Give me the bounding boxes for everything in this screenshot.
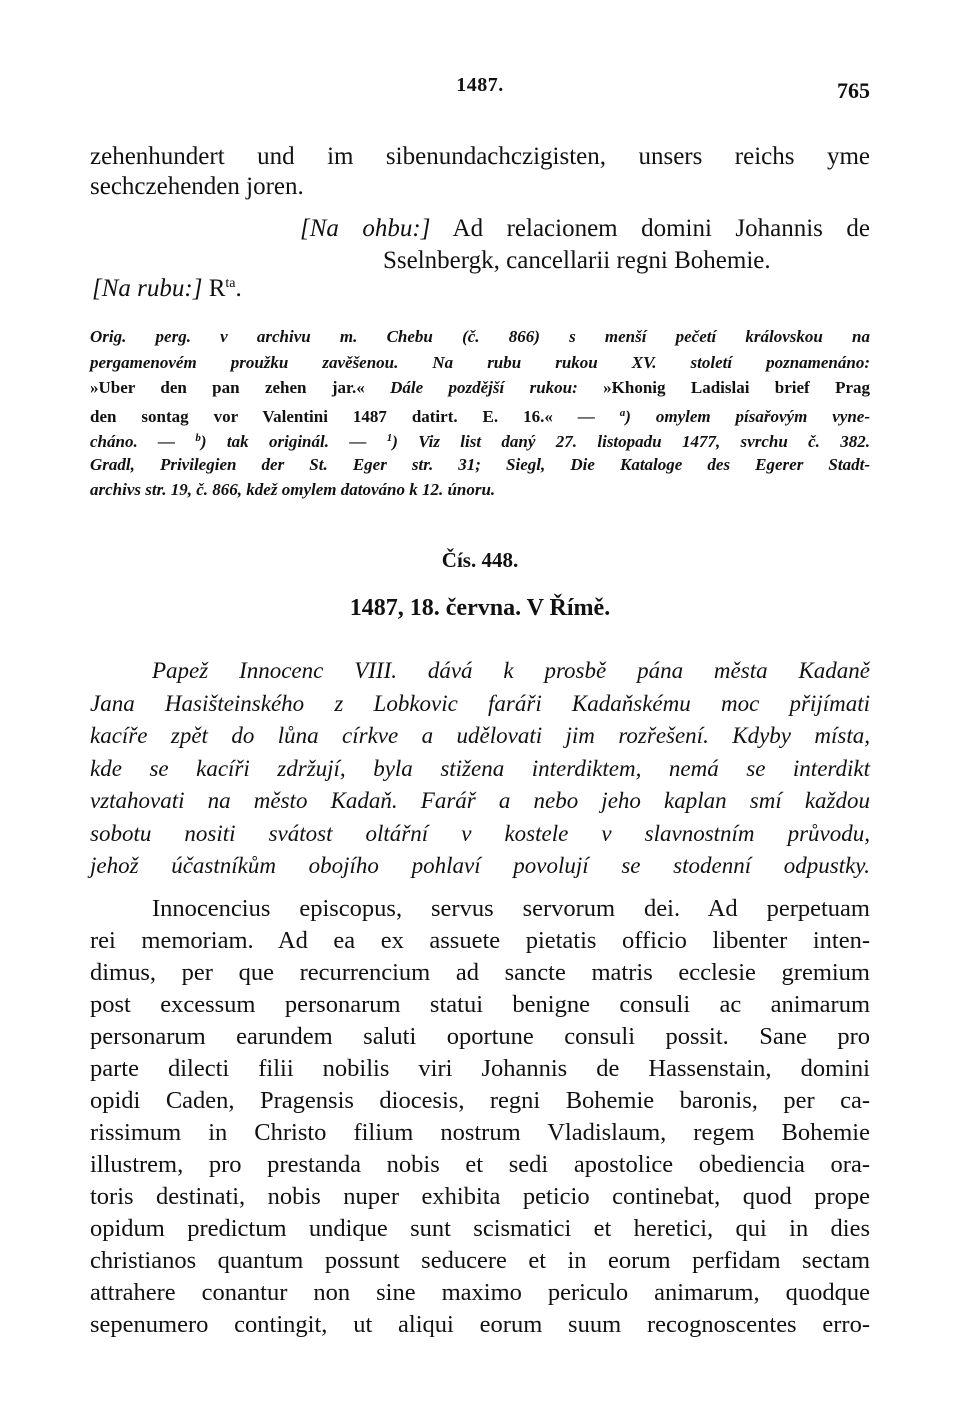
body-line: opidum predictum undique sunt scismatici et heretici, qui in dies bbox=[90, 1215, 870, 1242]
endorsement-rubu bbox=[92, 275, 242, 303]
summary-line: kacíře zpět do lůna církve a udělovati jim rozřešení. Kdyby místa, bbox=[90, 723, 870, 748]
text-line: sechczehenden joren. bbox=[90, 173, 304, 200]
note-italic bbox=[620, 407, 870, 426]
endorsement-rubu-sup: ta bbox=[225, 276, 236, 291]
body-line: attrahere conantur non sine maximo periculo animarum, quodque bbox=[90, 1279, 870, 1306]
note-line: Gradl, Privilegien der St. Eger str. 31; Siegl, Die Kataloge des Egerer Stadt- bbox=[90, 454, 870, 474]
body-line: post excessum personarum statui benigne consuli ac animarum bbox=[90, 991, 870, 1018]
note-line bbox=[90, 426, 870, 452]
note-quote: »Uber den pan zehen jar.« bbox=[90, 378, 365, 397]
endorsement-rubu-text: R bbox=[208, 275, 226, 302]
footnote-marker-b: b bbox=[195, 432, 201, 444]
body-line: rissimum in Christo filium nostrum Vladislaum, regem Bohemie bbox=[90, 1119, 870, 1146]
endorsement-ohbu-label: [Na ohbu:] bbox=[300, 215, 431, 242]
body-line: Innocencius episcopus, servus servorum dei. Ad perpetuam bbox=[152, 895, 870, 922]
endorsement-rubu-label: [Na rubu:] bbox=[92, 275, 203, 302]
regest-summary bbox=[90, 655, 870, 883]
summary-line: Jana Hasišteinského z Lobkovic faráři Kadaňskému moc přijímati bbox=[90, 690, 870, 716]
body-line: parte dilecti filii nobilis viri Johannis de Hassenstain, domini bbox=[90, 1055, 870, 1082]
text-line: zehenhundert und im sibenundachczigisten, unsers reichs yme bbox=[90, 143, 870, 170]
body-line: rei memoriam. Ad ea ex assuete pietatis officio libenter inten- bbox=[90, 927, 870, 954]
note-quote: den sontag vor Valentini 1487 datirt. E. 16.« bbox=[90, 406, 553, 426]
footnote-marker-1: 1 bbox=[386, 432, 393, 444]
note-line bbox=[90, 401, 870, 427]
document-body bbox=[90, 893, 870, 1341]
note-line: archivs str. 19, č. 866, kdež omylem datováno k 12. únoru. bbox=[90, 480, 496, 499]
endorsement-ohbu-line bbox=[300, 214, 870, 244]
endorsement-rubu-end: . bbox=[235, 275, 242, 302]
endorsement-ohbu bbox=[300, 214, 870, 244]
endorsement-ohbu-continued bbox=[383, 246, 771, 276]
body-line: toris destinati, nobis nuper exhibita peticio continebat, quod prope bbox=[90, 1183, 870, 1210]
note-line: Orig. perg. v archivu m. Chebu (č. 866) s menší pečetí královskou na bbox=[90, 327, 870, 346]
note-italic-text: ) Viz list daný 27. listopadu 1477, svrchu č. 382. bbox=[392, 432, 871, 451]
endorsement-ohbu-text: Ad relacionem domini Johannis de bbox=[452, 215, 870, 242]
continuation-text bbox=[90, 142, 870, 202]
summary-line: kde se kacíři zdržují, byla stižena interdiktem, nemá se interdikt bbox=[90, 755, 870, 781]
note-italic-text: ) omylem písařovým vyne- bbox=[625, 406, 871, 426]
endorsement-ohbu-line2: Sselnbergk, cancellarii regni Bohemie. bbox=[383, 247, 771, 274]
document-date-heading: 1487, 18. června. V Římě. bbox=[349, 595, 611, 621]
note-dash: — bbox=[577, 406, 595, 426]
note-quote: »Khonig Ladislai brief Prag bbox=[603, 378, 870, 397]
summary-line: sobotu nositi svátost oltářní v kostele v slavnostním průvodu, bbox=[90, 820, 870, 846]
running-head-year: 1487. bbox=[456, 74, 504, 96]
page-number: 765 bbox=[837, 78, 870, 103]
summary-line: Papež Innocenc VIII. dává k prosbě pána města Kadaně bbox=[152, 658, 870, 683]
body-line: personarum earundem saluti oportune consuli possit. Sane pro bbox=[90, 1023, 870, 1050]
note-italic-text: cháno. — bbox=[90, 432, 176, 451]
footnote-marker-a: a bbox=[619, 406, 626, 419]
note-italic-text: ) tak originál. — bbox=[200, 432, 367, 451]
note-line: pergamenovém proužku zavěšenou. Na rubu rukou XV. století poznamenáno: bbox=[90, 352, 870, 372]
summary-line: vztahovati na město Kadaň. Farář a nebo jeho kaplan smí každou bbox=[90, 788, 870, 813]
note-italic: Dále pozdější rukou: bbox=[390, 378, 578, 397]
summary-line: jehož účastníkům obojího pohlaví povolují se stodenní odpustky. bbox=[90, 853, 870, 878]
apparatus-notes bbox=[90, 324, 870, 503]
body-line: dimus, per que recurrencium ad sancte matris ecclesie gremium bbox=[90, 959, 870, 986]
body-line: sepenumero contingit, ut aliqui eorum suum recognoscentes erro- bbox=[90, 1311, 870, 1338]
running-head bbox=[90, 74, 870, 104]
body-line: illustrem, pro prestanda nobis et sedi apostolice obediencia ora- bbox=[90, 1151, 870, 1178]
note-line bbox=[90, 375, 870, 401]
body-line: christianos quantum possunt seducere et in eorum perfidam sectam bbox=[90, 1247, 870, 1274]
body-line: opidi Caden, Pragensis diocesis, regni Bohemie baronis, per ca- bbox=[90, 1087, 870, 1114]
document-number: Čís. 448. bbox=[441, 548, 519, 572]
